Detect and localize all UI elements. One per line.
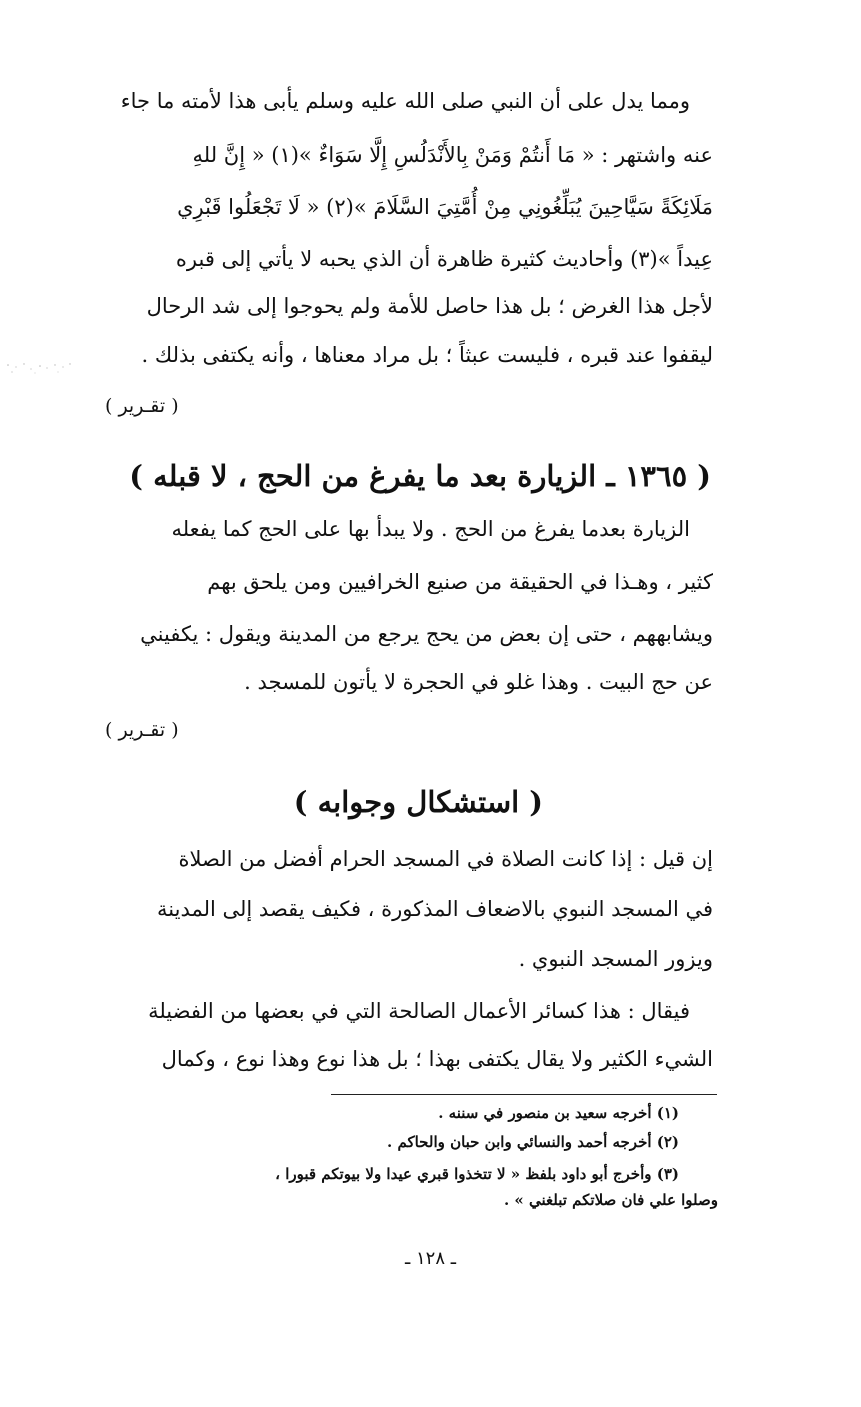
text-line: إن قيل : إذا كانت الصلاة في المسجد الحرام أفضل من الصلاة bbox=[178, 847, 713, 871]
text-line: عِيداً »(٣) وأحاديث كثيرة ظاهرة أن الذي يحبه لا يأتي إلى قبره bbox=[175, 247, 713, 271]
page-number: ـ ١٢٨ ـ bbox=[404, 1248, 456, 1269]
text-line: عنه واشتهر : « مَا أَنتُمْ وَمَنْ بِالأَنْدَلُسِ إِلَّا سَوَاءٌ »(١) « إِنَّ للهِ bbox=[192, 143, 713, 167]
footnote: (١) أخرجه سعيد بن منصور في سننه . bbox=[438, 1104, 679, 1122]
source-tag: ( تقـرير ) bbox=[105, 719, 179, 741]
text-line: ويزور المسجد النبوي . bbox=[518, 947, 713, 971]
footnote: (٣) وأخرج أبو داود بلفظ « لا تتخذوا قبري عيدا ولا بيوتكم قبورا ، bbox=[275, 1165, 679, 1183]
footnote: (٢) أخرجه أحمد والنسائي وابن حبان والحاكم . bbox=[387, 1133, 679, 1151]
section-heading-ishkal: ( استشكال وجوابه ) bbox=[293, 785, 543, 819]
footnote: وصلوا علي فان صلاتكم تبلغني » . bbox=[503, 1191, 718, 1209]
text-line: الزيارة بعدما يفرغ من الحج . ولا يبدأ بها على الحج كما يفعله bbox=[171, 517, 690, 541]
text-line: ويشابههم ، حتى إن بعض من يحج يرجع من المدينة ويقول : يكفيني bbox=[140, 622, 713, 646]
section-heading-1365: ( ١٣٦٥ ـ الزيارة بعد ما يفرغ من الحج ، لا قبله ) bbox=[129, 459, 711, 493]
text-line: الشيء الكثير ولا يقال يكتفى بهذا ؛ بل هذا نوع وهذا نوع ، وكمال bbox=[161, 1047, 713, 1071]
source-tag: ( تقـرير ) bbox=[105, 395, 179, 417]
scan-specks bbox=[0, 345, 100, 385]
text-line: كثير ، وهـذا في الحقيقة من صنيع الخرافيين ومن يلحق بهم bbox=[207, 570, 713, 594]
text-line: مَلَائِكَةً سَيَّاحِينَ يُبَلِّغُونِي مِنْ أُمَّتِيَ السَّلَامَ »(٢) « لَا تَجْعَلُوا قَبْرِي bbox=[177, 195, 713, 219]
text-line: عن حج البيت . وهذا غلو في الحجرة لا يأتون للمسجد . bbox=[244, 670, 713, 694]
text-line: في المسجد النبوي بالاضعاف المذكورة ، فكيف يقصد إلى المدينة bbox=[157, 897, 713, 921]
text-line: لأجل هذا الغرض ؛ بل هذا حاصل للأمة ولم يحوجوا إلى شد الرحال bbox=[146, 294, 713, 318]
text-line: ومما يدل على أن النبي صلى الله عليه وسلم يأبى هذا لأمته ما جاء bbox=[120, 89, 690, 113]
text-line: ليقفوا عند قبره ، فليست عبثاً ؛ بل مراد معناها ، وأنه يكتفى بذلك . bbox=[141, 343, 713, 367]
text-line: فيقال : هذا كسائر الأعمال الصالحة التي في بعضها من الفضيلة bbox=[148, 999, 690, 1023]
footnote-separator bbox=[331, 1094, 717, 1095]
